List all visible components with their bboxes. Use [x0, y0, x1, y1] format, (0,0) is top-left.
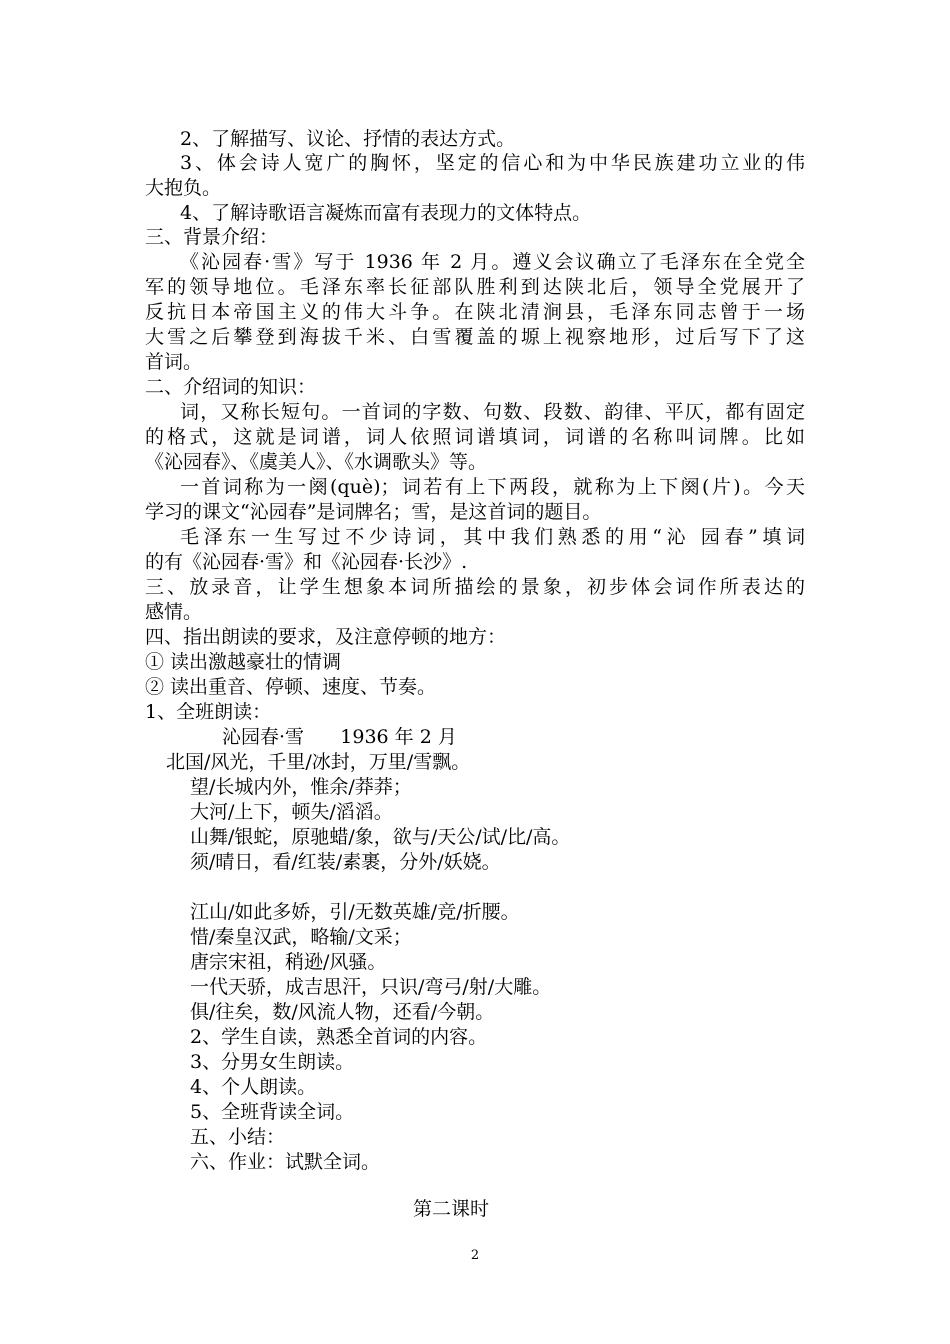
text-line: 反抗日本帝国主义的伟大斗争。在陕北清涧县，毛泽东同志曾于一场 [145, 301, 805, 323]
poem-line: 俱/往矣，数/风流人物，还看/今朝。 [190, 1001, 495, 1023]
text-line: 《沁园春》、《虞美人》、《水调歌头》等。 [145, 451, 488, 473]
text-line: 4、个人朗读。 [190, 1076, 317, 1098]
text-line: 感情。 [145, 601, 203, 623]
poem-line: 惜/秦皇汉武，略输/文采； [190, 926, 412, 948]
text-line: 3、分男女生朗读。 [190, 1051, 355, 1073]
text-line: 大雪之后攀登到海拔千米、白雪覆盖的塬上视察地形，过后写下了这 [145, 326, 805, 348]
text-line: 一首词称为一阕(què)；词若有上下两段，就称为上下阕(片)。今天 [180, 476, 805, 498]
text-line: 毛泽东一生写过不少诗词，其中我们熟悉的用“沁 园春”填词 [180, 526, 805, 548]
lesson-heading: 第二课时 [413, 1198, 490, 1220]
text-line: 4、了解诗歌语言凝炼而富有表现力的文体特点。 [180, 202, 592, 224]
poem-line: 山舞/银蛇，原驰蜡/象，欲与/天公/试/比/高。 [190, 826, 571, 848]
poem-title: 沁园春·雪 1936 年 2 月 [222, 726, 457, 748]
text-line: 词，又称长短句。一首词的字数、句数、段数、韵律、平仄，都有固定 [180, 401, 805, 423]
list-item: ② 读出重音、停顿、速度、节奏。 [145, 676, 437, 698]
text-line: 5、全班背读全词。 [190, 1101, 355, 1123]
poem-line: 北国/风光，千里/冰封，万里/雪飘。 [166, 751, 471, 773]
text-line: 2、了解描写、议论、抒情的表达方式。 [180, 128, 516, 150]
text-line: 大抱负。 [145, 177, 222, 199]
text-line: 六、作业：试默全词。 [190, 1151, 381, 1173]
text-line: 《沁园春·雪》写于 1936 年 2 月。遵义会议确立了毛泽东在全党全 [180, 251, 805, 273]
text-line: 首词。 [145, 351, 203, 373]
list-item: ① 读出激越豪壮的情调 [145, 651, 342, 673]
text-line: 五、小结： [190, 1126, 286, 1148]
poem-line: 唐宗宋祖，稍逊/风骚。 [190, 951, 387, 973]
text-line: 的格式，这就是词谱，词人依照词谱填词，词谱的名称叫词牌。比如 [145, 426, 805, 448]
section-heading: 二、介绍词的知识： [145, 376, 317, 398]
poem-line: 一代天骄，成吉思汗，只识/弯弓/射/大雕。 [190, 976, 552, 998]
text-line: 的有《沁园春·雪》和《沁园春·长沙》. [145, 551, 468, 573]
text-line: 军的领导地位。毛泽东率长征部队胜利到达陕北后，领导全党展开了 [145, 276, 805, 298]
section-heading: 三、背景介绍： [145, 226, 279, 248]
text-line: 三、放录音，让学生想象本词所描绘的景象，初步体会词作所表达的 [145, 576, 805, 598]
text-line: 3、体会诗人宽广的胸怀，坚定的信心和为中华民族建功立业的伟 [180, 152, 805, 174]
text-line: 1、全班朗读： [145, 701, 272, 723]
poem-line: 望/长城内外，惟余/莽莽； [190, 776, 412, 798]
page-number: 2 [470, 1248, 480, 1263]
section-heading: 四、指出朗读的要求，及注意停顿的地方： [145, 626, 507, 648]
text-line: 2、学生自读，熟悉全首词的内容。 [190, 1026, 488, 1048]
poem-line: 江山/如此多娇，引/无数英雄/竞/折腰。 [190, 901, 520, 923]
poem-line: 大河/上下，顿失/滔滔。 [190, 801, 393, 823]
poem-line: 须/晴日，看/红装/素裹，分外/妖娆。 [190, 851, 501, 873]
text-line: 学习的课文“沁园春”是词牌名；雪，是这首词的题目。 [145, 501, 602, 523]
